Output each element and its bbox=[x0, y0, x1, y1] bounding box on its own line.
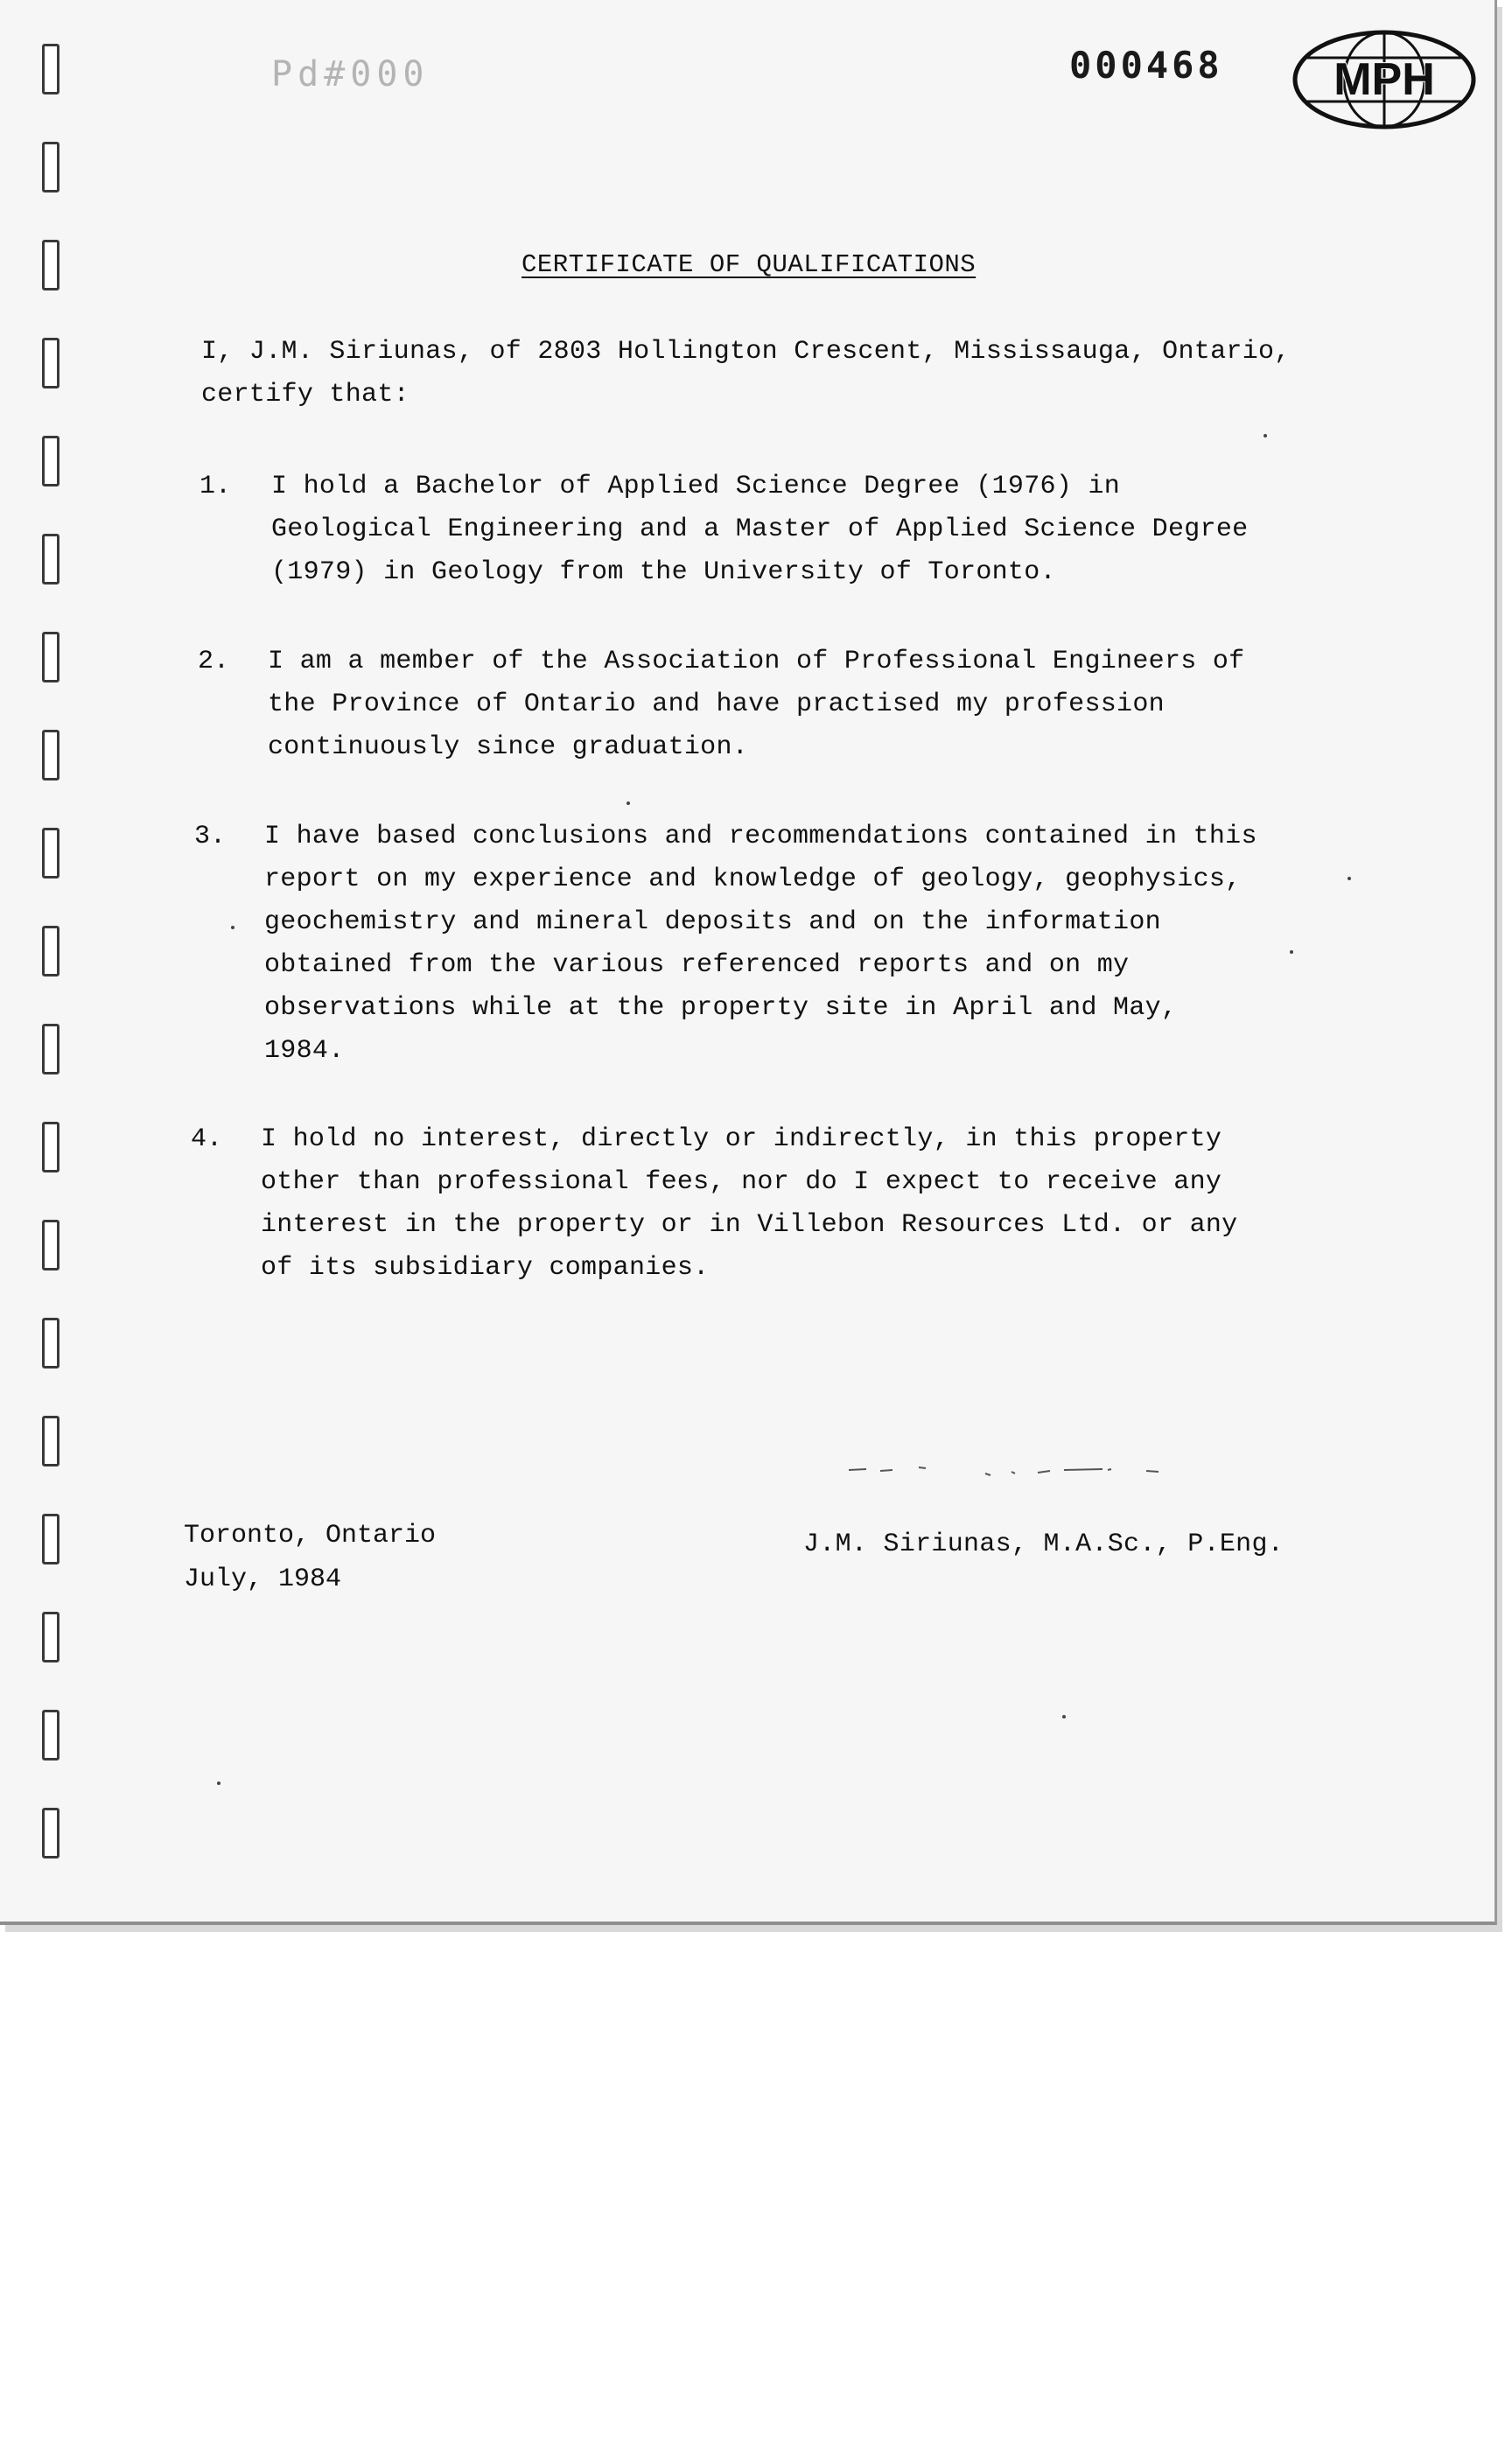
scan-speck bbox=[217, 1782, 220, 1785]
globe-logo-icon bbox=[1292, 28, 1477, 131]
item-line: continuously since graduation. bbox=[268, 732, 749, 762]
scan-speck bbox=[1290, 950, 1293, 954]
item-line: obtained from the various referenced reports and on my bbox=[264, 950, 1130, 980]
faint-stamp-number: Pd#000 bbox=[271, 54, 430, 94]
scan-speck bbox=[1264, 434, 1267, 438]
scan-speck bbox=[1348, 877, 1351, 880]
page-stamp-number: 000468 bbox=[1069, 44, 1223, 87]
scan-speck bbox=[626, 802, 630, 805]
binder-hole bbox=[42, 1808, 60, 1858]
binder-hole bbox=[42, 240, 60, 290]
item-line: I am a member of the Association of Professional Engineers of bbox=[268, 647, 1245, 676]
page-title: CERTIFICATE OF QUALIFICATIONS bbox=[522, 250, 976, 279]
item-number: 1. bbox=[200, 472, 232, 501]
item-line: Geological Engineering and a Master of Applied Science Degree bbox=[271, 514, 1249, 544]
binder-hole bbox=[42, 142, 60, 192]
item-line: the Province of Ontario and have practised my profession bbox=[268, 690, 1165, 719]
item-text bbox=[268, 640, 1405, 769]
item-text bbox=[271, 466, 1409, 594]
item-text bbox=[261, 1118, 1398, 1290]
item-line: geochemistry and mineral deposits and on the information bbox=[264, 907, 1161, 937]
binder-hole bbox=[42, 534, 60, 584]
signatory-name: J.M. Siriunas, M.A.Sc., P.Eng. bbox=[803, 1530, 1284, 1559]
place-date: July, 1984 bbox=[184, 1564, 342, 1594]
item-line: other than professional fees, nor do I expect to receive any bbox=[261, 1167, 1222, 1197]
item-line: 1984. bbox=[264, 1036, 345, 1066]
item-line: observations while at the property site in April and May, bbox=[264, 993, 1178, 1023]
place-and-date bbox=[184, 1514, 436, 1601]
binder-hole bbox=[42, 1416, 60, 1466]
binder-hole bbox=[42, 730, 60, 780]
item-number: 2. bbox=[198, 647, 230, 676]
binder-hole bbox=[42, 1220, 60, 1270]
scan-speck bbox=[1062, 1715, 1066, 1718]
item-line: I hold a Bachelor of Applied Science Degree (1976) in bbox=[271, 472, 1121, 501]
binder-hole bbox=[42, 632, 60, 682]
scan-speck bbox=[231, 926, 234, 929]
binder-hole bbox=[42, 828, 60, 878]
signature-marks bbox=[840, 1452, 1172, 1488]
binder-hole bbox=[42, 1024, 60, 1074]
item-number: 3. bbox=[194, 822, 227, 851]
binder-hole bbox=[42, 926, 60, 976]
binder-hole bbox=[42, 1514, 60, 1564]
logo-text: MPH bbox=[1334, 54, 1435, 105]
item-text bbox=[264, 816, 1402, 1073]
item-number: 4. bbox=[191, 1124, 223, 1154]
binder-hole bbox=[42, 1710, 60, 1760]
item-line: I hold no interest, directly or indirectly, in this property bbox=[261, 1124, 1222, 1154]
item-line: report on my experience and knowledge of geology, geophysics, bbox=[264, 864, 1242, 894]
item-line: I have based conclusions and recommendations contained in this bbox=[264, 822, 1257, 851]
binder-hole bbox=[42, 338, 60, 388]
binder-hole bbox=[42, 1318, 60, 1368]
item-line: interest in the property or in Villebon Resources Ltd. or any bbox=[261, 1210, 1238, 1240]
intro-paragraph: I, J.M. Siriunas, of 2803 Hollington Crescent, Mississauga, Ontario, certify that: bbox=[201, 337, 1291, 410]
binder-hole bbox=[42, 44, 60, 94]
binder-hole bbox=[42, 1612, 60, 1662]
item-line: of its subsidiary companies. bbox=[261, 1253, 710, 1283]
binder-hole bbox=[42, 436, 60, 486]
binder-hole bbox=[42, 1122, 60, 1172]
place-city: Toronto, Ontario bbox=[184, 1521, 437, 1550]
item-line: (1979) in Geology from the University of Toronto. bbox=[271, 557, 1056, 587]
